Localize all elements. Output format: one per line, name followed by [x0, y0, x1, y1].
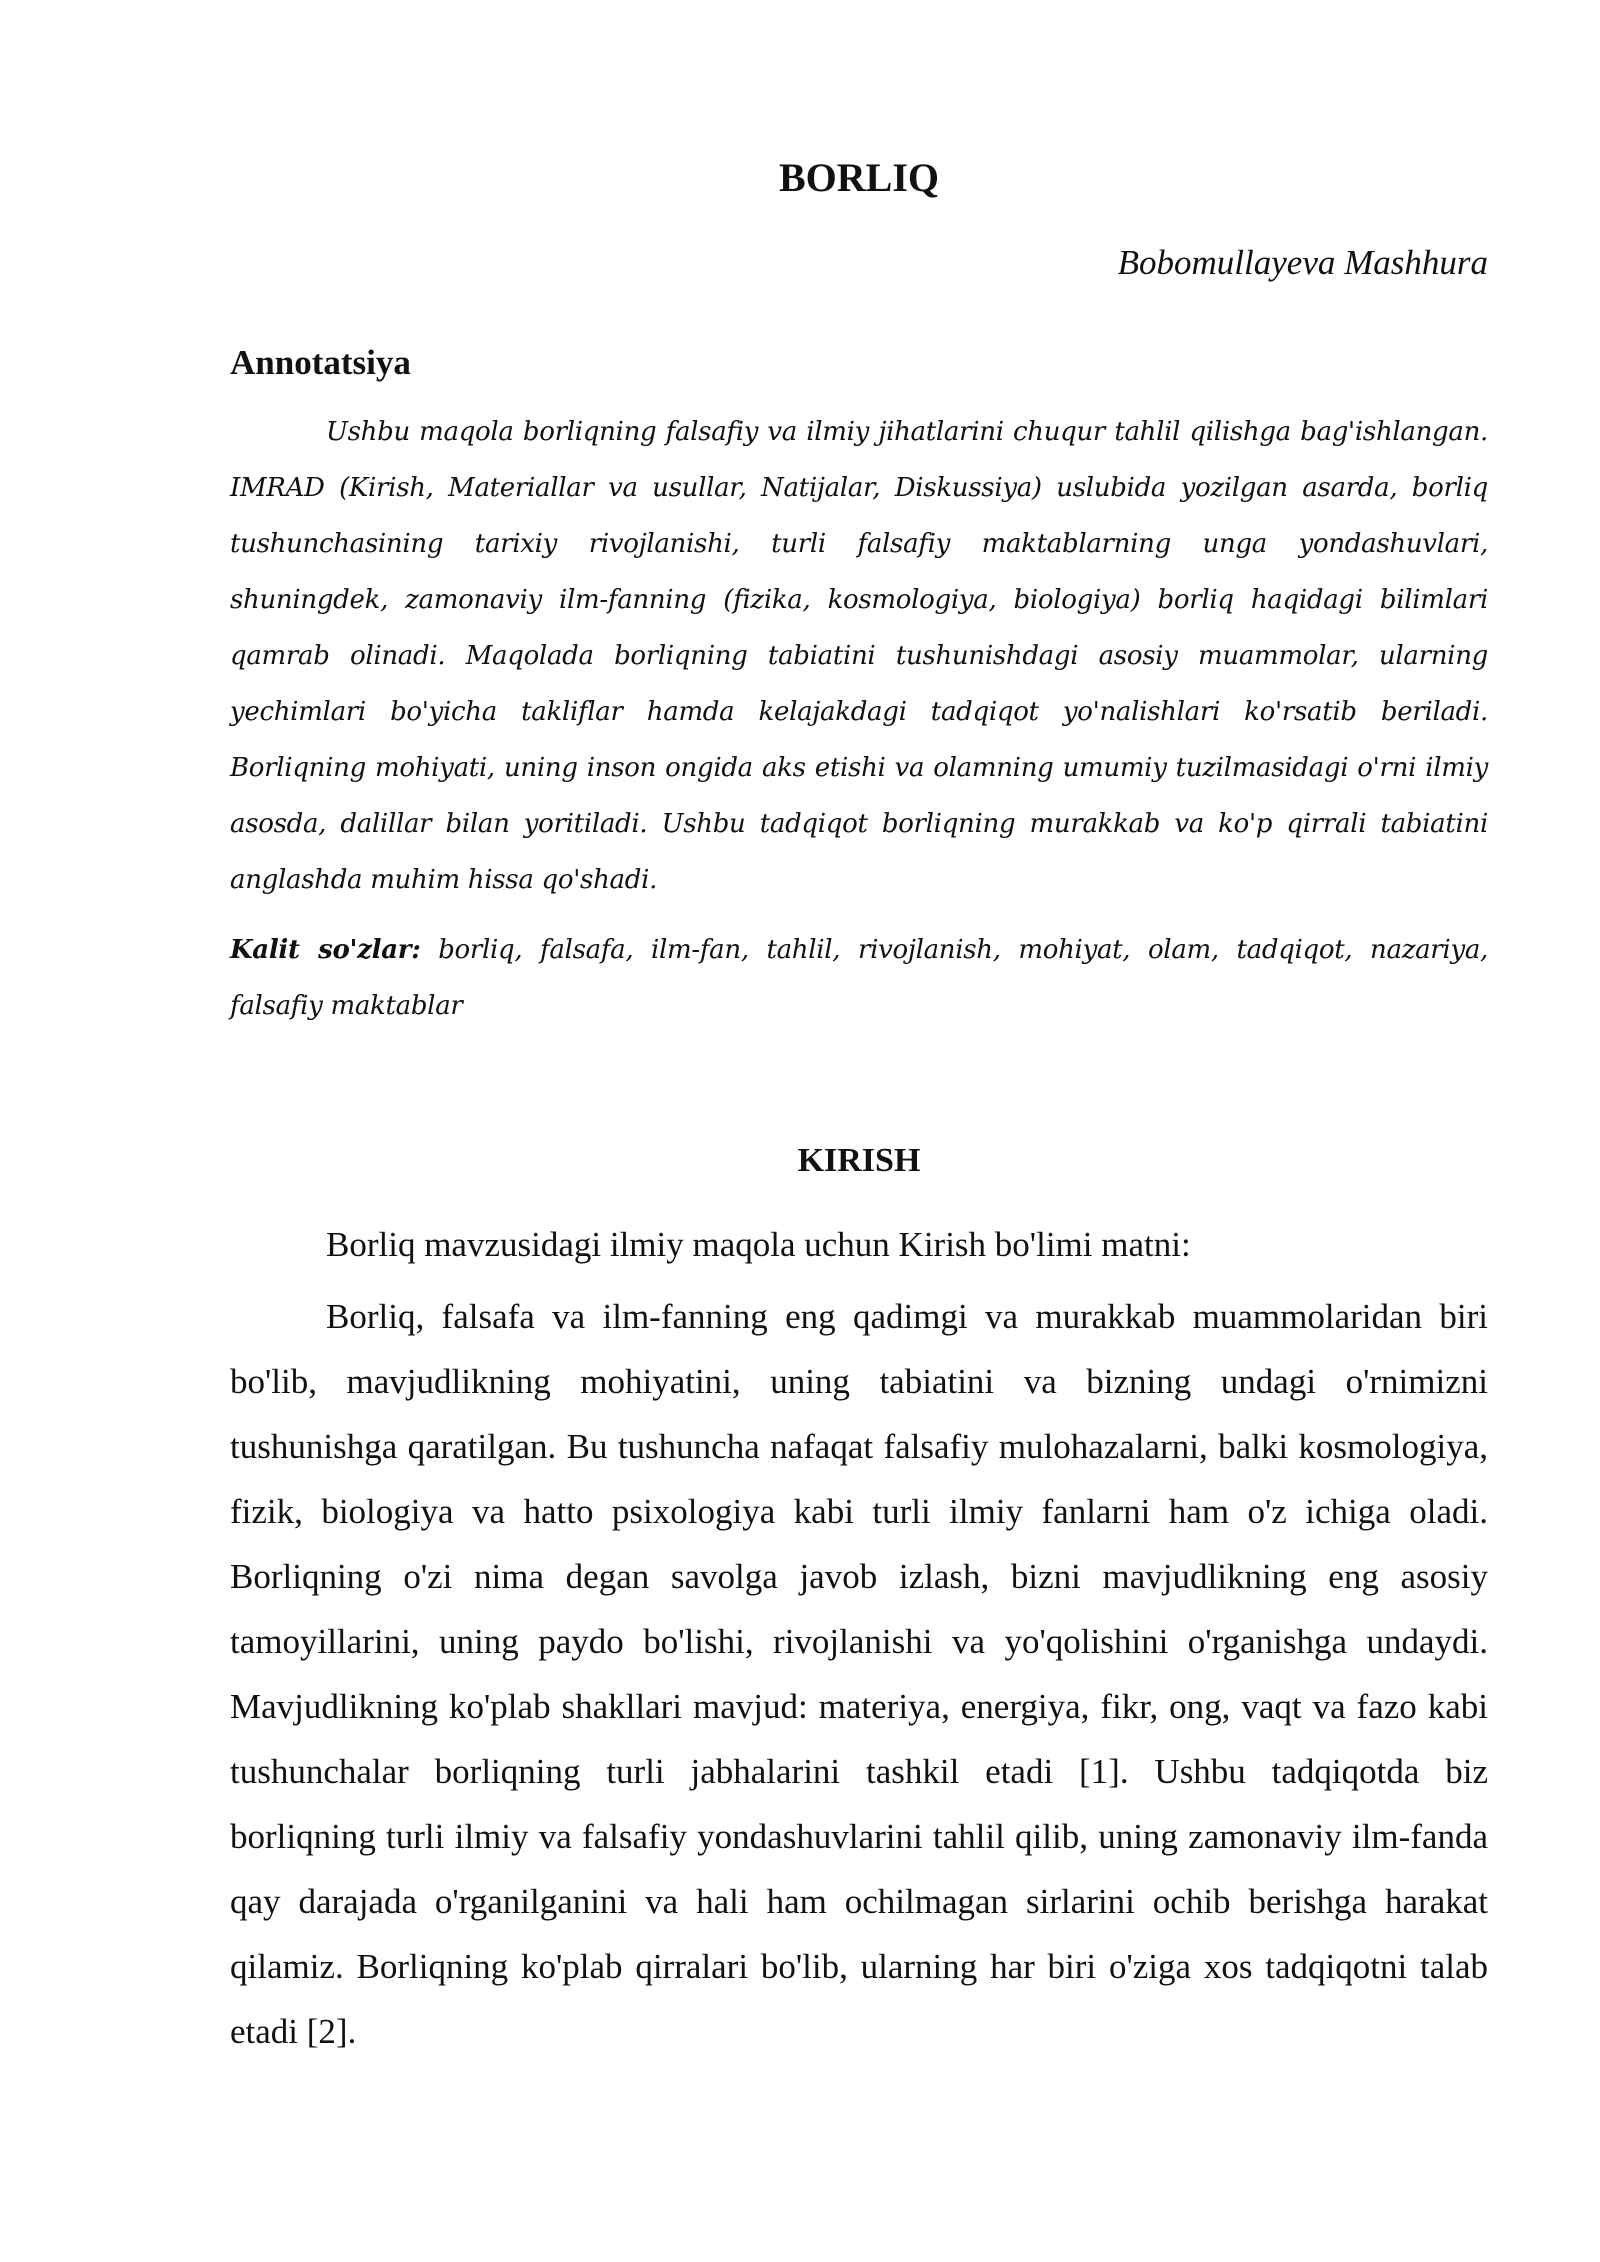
intro-lead-sentence: Borliq mavzusidagi ilmiy maqola uchun Kirish bo'limi matni:: [326, 1225, 1191, 1264]
keywords-line: [230, 922, 1488, 1034]
annotation-heading: Annotatsiya: [230, 343, 411, 382]
section-heading-kirish: KIRISH: [797, 1142, 921, 1179]
author-name: Bobomullayeva Mashhura: [1117, 243, 1488, 282]
abstract-text: Ushbu maqola borliqning falsafiy va ilmiy jihatlarini chuqur tahlil qilishga bag'ishlangan. IMRAD (Kirish, Materiallar va usullar, Natijalar, Diskussiya) uslubida yozilgan asarda, borliq tushunchasining tarixiy rivojlanishi, turli falsafiy maktablarning unga yondashuvlari, shuningdek, zamonaviy ilm-fanning (fizika, kosmologiya, biologiya) borliq haqidagi bilimlari qamrab olinadi. Maqolada borliqning tabiatini tushunishdagi asosiy muammolar, ularning yechimlari bo'yicha takliflar hamda kelajakdagi tadqiqot yo'nalishlari ko'rsatib beriladi. Borliqning mohiyati, uning inson ongida aks etishi va olamning umumiy tuzilmasidagi o'rni ilmiy asosda, dalillar bilan yoritiladi. Ushbu tadqiqot borliqning murakkab va ko'p qirrali tabiatini anglashda muhim hissa qo'shadi.: [230, 417, 1488, 895]
keywords-label: Kalit so'zlar:: [230, 935, 421, 965]
intro-paragraph: Borliq, falsafa va ilm-fanning eng qadimgi va murakkab muammolaridan biri bo'lib, mavjudlikning mohiyatini, uning tabiatini va bizning undagi o'rnimizni tushunishga qaratilgan. Bu tushuncha nafaqat falsafiy mulohazalarni, balki kosmologiya, fizik, biologiya va hatto psixologiya kabi turli ilmiy fanlarni ham o'z ichiga oladi. Borliqning o'zi nima degan savolga javob izlash, bizni mavjudlikning eng asosiy tamoyillarini, uning paydo bo'lishi, rivojlanishi va yo'qolishini o'rganishga undaydi. Mavjudlikning ko'plab shakllari mavjud: materiya, energiya, fikr, ong, vaqt va fazo kabi tushunchalar borliqning turli jabhalarini tashkil etadi [1]. Ushbu tadqiqotda biz borliqning turli ilmiy va falsafiy yondashuvlarini tahlil qilib, uning zamonaviy ilm-fanda qay darajada o'rganilganini va hali ham ochilmagan sirlarini ochib berishga harakat qilamiz. Borliqning ko'plab qirralari bo'lib, ularning har biri o'ziga xos tadqiqotni talab etadi [2].: [230, 1297, 1488, 2051]
keywords-list: borliq, falsafa, ilm-fan, tahlil, rivojlanish, mohiyat, olam, tadqiqot, nazariya, falsafiy maktablar: [230, 935, 1488, 1021]
paper-title: BORLIQ: [778, 155, 940, 200]
